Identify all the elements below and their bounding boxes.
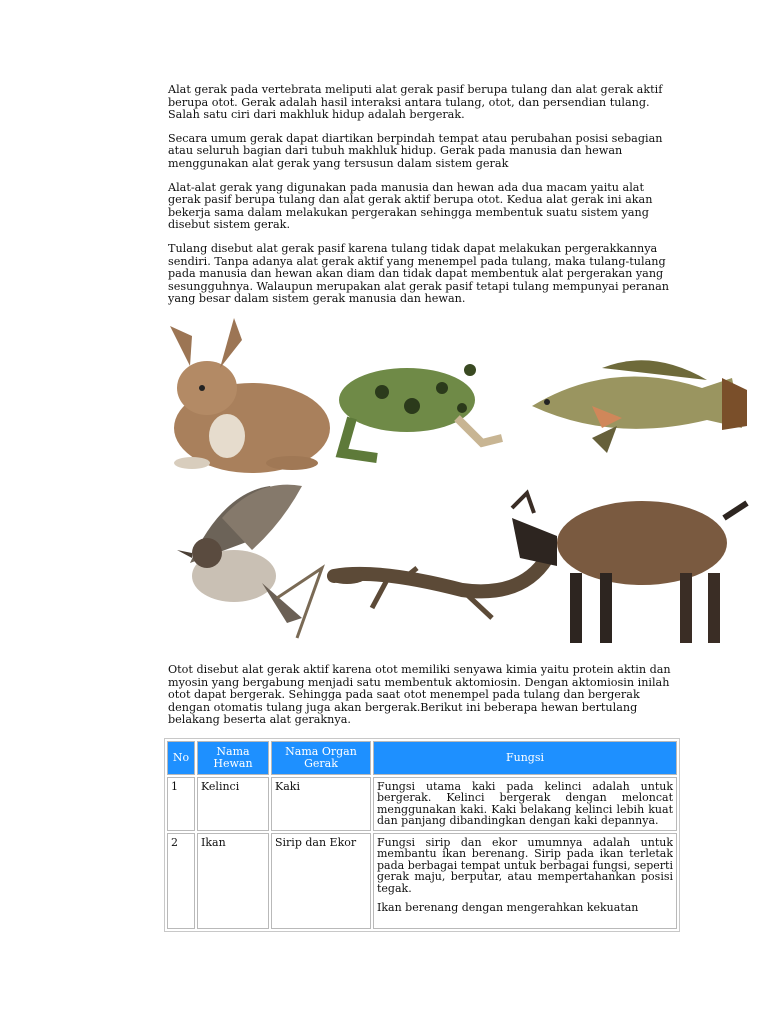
rabbit-icon: [170, 318, 330, 473]
paragraph-3: Alat-alat gerak yang digunakan pada manusia dan hewan ada dua macam yaitu alat gerak pasif berupa tulang dan alat gerak aktif berupa otot. Kedua alat gerak ini akan bekerja sama dalam melakukan pergerakan sehingga membentuk suatu sistem yang disebut sistem gerak.: [168, 180, 653, 232]
cell-function: Fungsi utama kaki pada kelinci adalah untuk bergerak. Kelinci bergerak dengan meloncat menggunakan kaki. Kaki belakang kelinci lebih kuat dan panjang dibandingkan dengan kaki depannya.: [373, 777, 677, 831]
animals-figure: [162, 318, 762, 658]
header-animal: Nama Hewan: [197, 741, 269, 775]
table-header-row: [167, 741, 677, 775]
cell-no: 2: [167, 833, 195, 929]
header-no: No: [167, 741, 195, 775]
cell-animal: Kelinci: [197, 777, 269, 831]
animals-illustration: [162, 318, 762, 658]
cell-function: [373, 833, 677, 929]
fish-icon: [532, 360, 747, 453]
header-function: Fungsi: [373, 741, 677, 775]
function-text: Fungsi sirip dan ekor umumnya adalah untuk membantu ikan berenang. Sirip pada ikan terletak pada berbagai tempat untuk berbagai fungsi, seperti gerak maju, berputar, atau mempertahankan posisi tegak.: [377, 836, 673, 895]
cell-organ: Sirip dan Ekor: [271, 833, 371, 929]
function-text-continued: Ikan berenang dengan mengerahkan kekuatan: [377, 901, 639, 915]
paragraph-1: Alat gerak pada vertebrata meliputi alat gerak pasif berupa tulang dan alat gerak aktif berupa otot. Gerak adalah hasil interaksi antara tulang, otot, dan persendian tulang. Salah satu ciri dari makhluk hidup adalah bergerak.: [168, 83, 663, 122]
header-organ: Nama Organ Gerak: [271, 741, 371, 775]
organ-function-table: [164, 738, 680, 932]
paragraph-2: Secara umum gerak dapat diartikan berpindah tempat atau perubahan posisi sebagian atau seluruh bagian dari tubuh makhluk hidup. Gerak pada manusia dan hewan menggunakan alat gerak yang tersusun dalam sistem gerak: [168, 131, 663, 170]
table-row: [167, 833, 677, 929]
table-row: [167, 777, 677, 831]
cell-organ: Kaki: [271, 777, 371, 831]
frog-icon: [339, 364, 502, 458]
paragraph-4: Tulang disebut alat gerak pasif karena tulang tidak dapat melakukan pergerakkannya sendiri. Tanpa adanya alat gerak aktif yang menempel pada tulang, maka tulang-tulang pada manusia dan hewan akan diam dan tidak dapat membentuk alat pergerakan yang sesungguhnya. Walaupun merupakan alat gerak pasif tetapi tulang mempunyai peranan yang besar dalam sistem gerak manusia dan hewan.: [168, 241, 669, 306]
cell-animal: Ikan: [197, 833, 269, 929]
sparrow-icon: [177, 485, 322, 638]
lizard-icon: [327, 558, 547, 618]
cell-no: 1: [167, 777, 195, 831]
paragraph-5: Otot disebut alat gerak aktif karena otot memiliki senyawa kimia yaitu protein aktin dan myosin yang bergabung menjadi satu membentuk aktomiosin. Dengan aktomiosin inilah otot dapat bergerak. Sehingga pada saat otot menempel pada tulang dan bergerak dengan otomatis tulang juga akan bergerak.Berikut ini beberapa hewan bertulang belakang beserta alat geraknya.: [168, 662, 671, 727]
document-page: [168, 84, 680, 932]
